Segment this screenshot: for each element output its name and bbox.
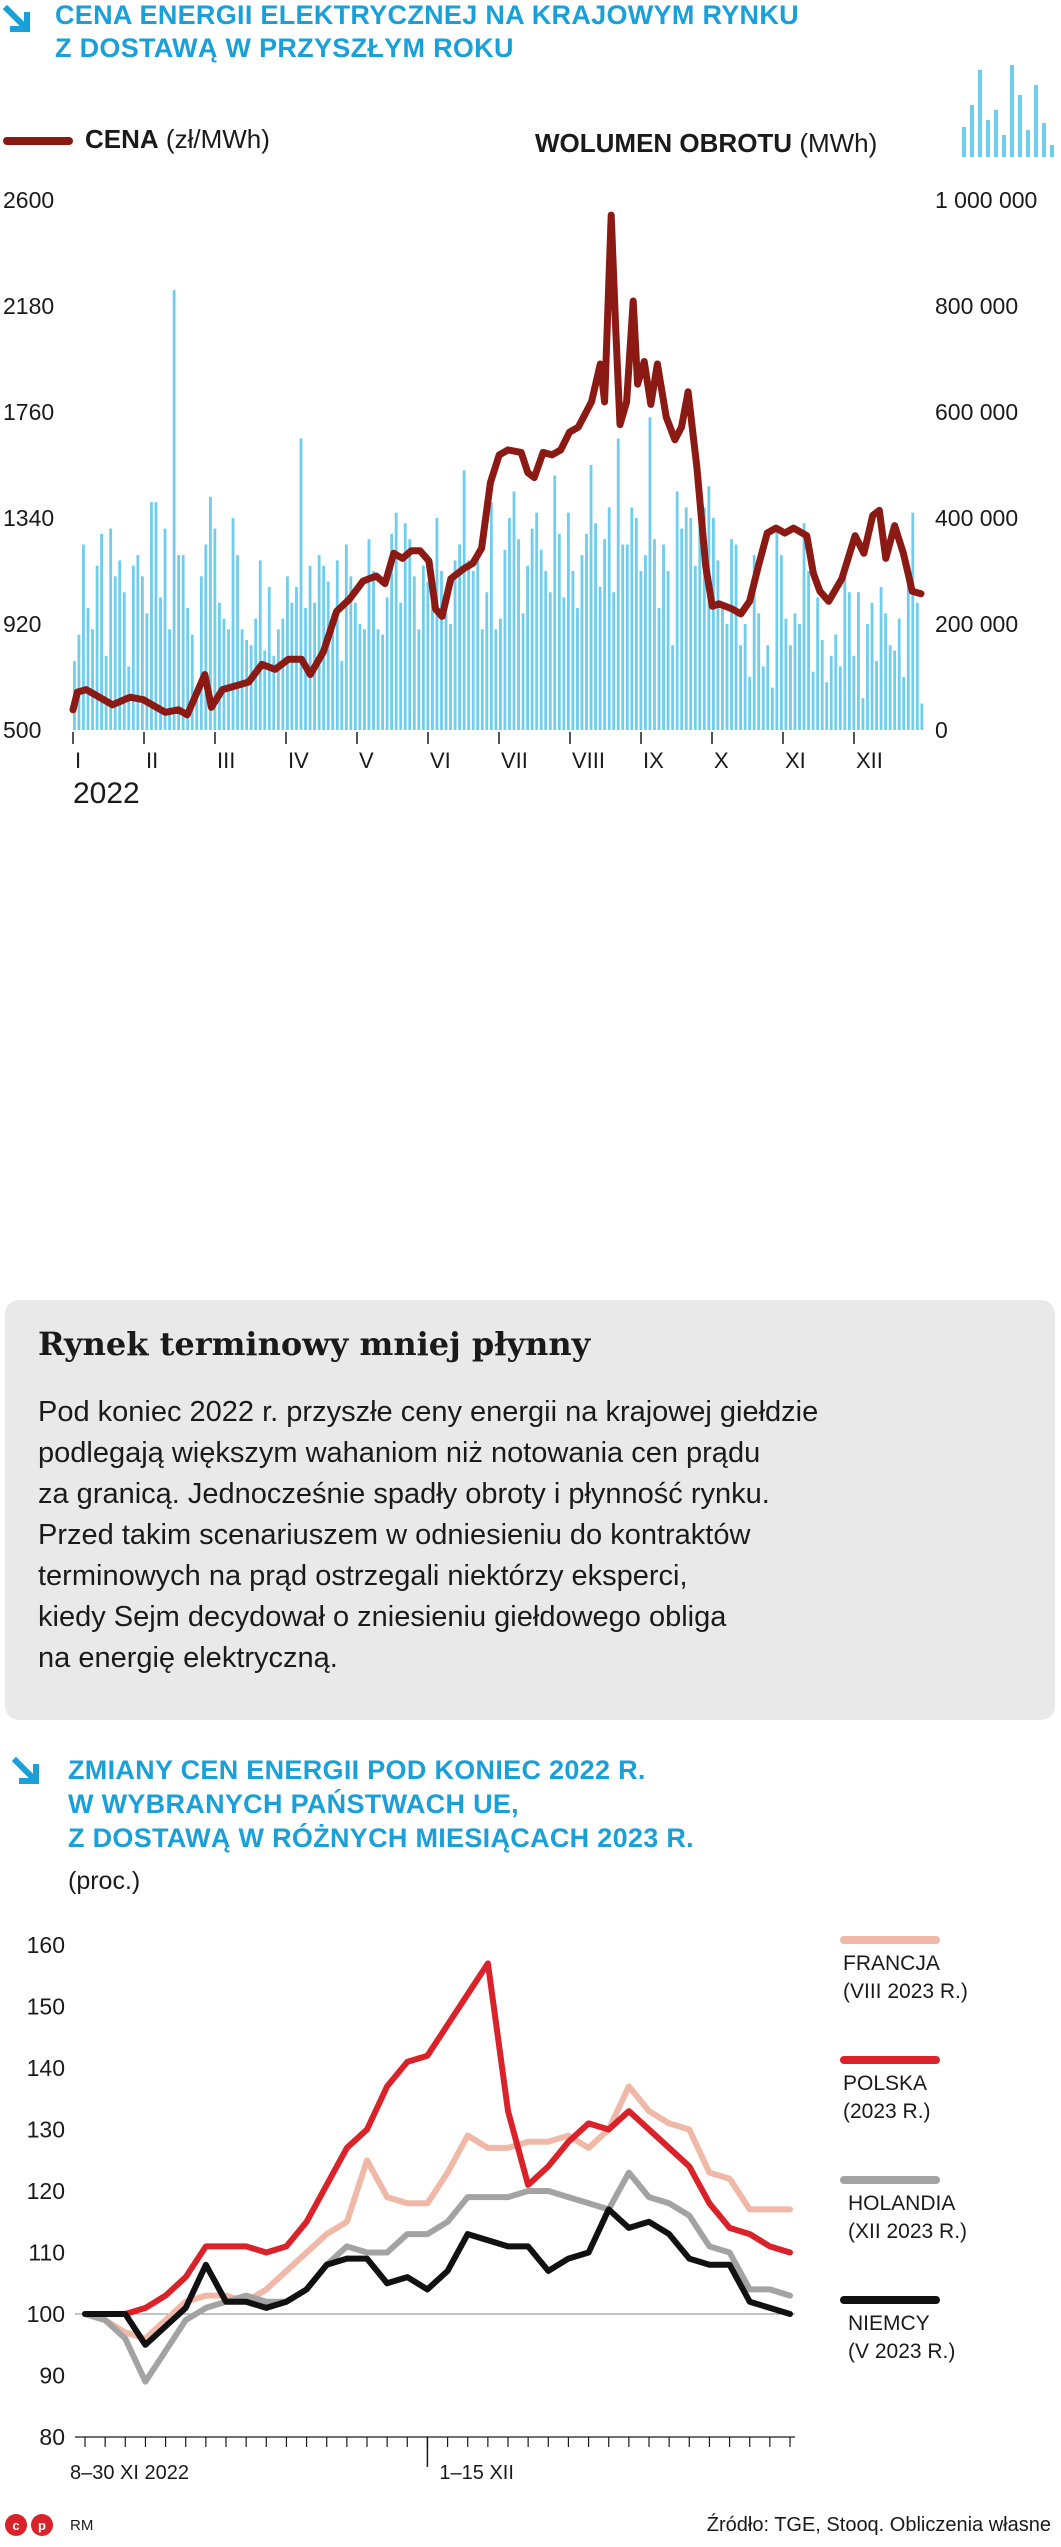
chart2-title-line2: W WYBRANYCH PAŃSTWACH UE, (68, 1789, 519, 1819)
y-tick-label: 150 (26, 1993, 65, 2020)
volume-bar (785, 619, 788, 730)
volume-bar (667, 571, 670, 730)
volume-bar (526, 566, 529, 730)
volume-bar (377, 629, 380, 730)
volume-bar (689, 518, 692, 730)
month-label: X (714, 748, 729, 773)
volume-bar (105, 656, 108, 730)
volume-bar (712, 518, 715, 730)
y-tick-label: 110 (28, 2239, 65, 2266)
volume-bar (494, 629, 497, 730)
chart2-title-line1: ZMIANY CEN ENERGII POD KONIEC 2022 R. (68, 1755, 646, 1785)
volume-bar (599, 587, 602, 730)
volume-bar (540, 550, 543, 730)
volume-bar (277, 629, 280, 730)
month-label: V (359, 748, 374, 773)
volume-bar (866, 624, 869, 730)
volume-bar (123, 592, 126, 730)
volume-bar (513, 492, 516, 731)
volume-bar (150, 502, 153, 730)
volume-bar (78, 635, 81, 730)
volume-bar (300, 439, 303, 731)
volume-bar (766, 645, 769, 730)
volume-bar (794, 613, 797, 730)
volume-bar (476, 555, 479, 730)
volume-bar (223, 619, 226, 730)
volume-bar (902, 677, 905, 730)
volume-bar (96, 566, 99, 730)
volume-bar (658, 608, 661, 730)
volume-bar (603, 539, 606, 730)
volume-bar (757, 613, 760, 730)
legend-germany-swatch (840, 2296, 940, 2304)
svg-text:c: c (12, 2518, 20, 2533)
volume-bar (608, 507, 611, 730)
volume-bar (581, 555, 584, 730)
volume-bar (839, 666, 842, 730)
price-change-chart (0, 1920, 820, 2490)
volume-bar (798, 624, 801, 730)
legend-netherlands-label: HOLANDIA (XII 2023 R.) (848, 2192, 968, 2243)
volume-bar (843, 576, 846, 730)
volume-bar (431, 598, 434, 731)
volume-bar (440, 571, 443, 730)
legend-france-swatch (840, 1936, 940, 1944)
volume-bar (671, 645, 674, 730)
chart2-unit-label: (proc.) (68, 1867, 141, 1895)
legend-germany-label: NIEMCY (V 2023 R.) (848, 2312, 956, 2363)
volume-bar (454, 560, 457, 730)
svg-text:p: p (38, 2518, 46, 2533)
volume-bar (535, 513, 538, 730)
volume-bar (426, 582, 429, 730)
volume-bar (250, 645, 253, 730)
volume-bar (862, 698, 865, 730)
right-tick-label: 200 000 (935, 611, 1019, 637)
volume-bar (612, 592, 615, 730)
volume-bar (698, 523, 701, 730)
volume-bar (744, 624, 747, 730)
volume-bar (191, 635, 194, 730)
volume-bar (739, 645, 742, 730)
volume-bar (816, 598, 819, 731)
volume-bar (644, 555, 647, 730)
volume-bar (164, 529, 167, 730)
volume-bar (626, 545, 629, 731)
volume-bar (821, 640, 824, 730)
volume-bar (227, 629, 230, 730)
month-label: VI (430, 748, 451, 773)
volume-bar (717, 560, 720, 730)
volume-bar (558, 534, 561, 730)
volume-bar (236, 555, 239, 730)
volume-bar (413, 576, 416, 730)
volume-bar (694, 566, 697, 730)
legend-volume-label: WOLUMEN OBROTU (535, 128, 793, 158)
volume-bar (884, 613, 887, 730)
month-label: VII (501, 748, 528, 773)
legend-volume (535, 128, 877, 159)
legend-netherlands-swatch (840, 2176, 940, 2184)
right-tick-label: 600 000 (935, 399, 1019, 425)
legend-france-label: FRANCJA (VIII 2023 R.) (843, 1952, 968, 2003)
left-tick-label: 1760 (3, 399, 55, 425)
volume-bar (345, 545, 348, 731)
volume-bar (911, 513, 914, 730)
volume-bar (780, 555, 783, 730)
volume-bar (241, 629, 244, 730)
left-tick-label: 500 (3, 717, 42, 743)
volume-bar (726, 624, 729, 730)
right-tick-label: 0 (935, 717, 948, 743)
volume-bar (485, 592, 488, 730)
volume-bar (585, 534, 588, 730)
volume-bar (721, 603, 724, 730)
volume-bar (408, 539, 411, 730)
author-initials: RM (70, 2517, 94, 2534)
chart-title-line2: Z DOSTAWĄ W PRZYSZŁYM ROKU (55, 33, 514, 63)
month-label: XI (785, 748, 806, 773)
volume-bar (504, 550, 507, 730)
arrow-down-right-icon-2 (12, 1757, 42, 1787)
month-label: II (146, 748, 159, 773)
left-tick-label: 2600 (3, 187, 55, 213)
volume-bar (136, 555, 139, 730)
volume-bar (889, 645, 892, 730)
cp-logo-icon (4, 2512, 64, 2538)
volume-bar (200, 576, 203, 730)
volume-bar (381, 635, 384, 730)
volume-bar (735, 545, 738, 731)
legend-price-swatch (3, 137, 73, 145)
volume-bar (354, 603, 357, 730)
volume-bar (685, 507, 688, 730)
volume-bar (417, 629, 420, 730)
y-tick-label: 80 (39, 2424, 65, 2450)
month-label: VIII (572, 748, 606, 773)
volume-bar (830, 656, 833, 730)
volume-bar (639, 571, 642, 730)
volume-bar (436, 518, 439, 730)
volume-bar (463, 470, 466, 730)
left-tick-label: 2180 (3, 293, 55, 319)
volume-bar (490, 502, 493, 730)
volume-bar (807, 571, 810, 730)
volume-bar (789, 645, 792, 730)
info-box-body: Pod koniec 2022 r. przyszłe ceny energii na krajowej giełdzie podlegają większym wahaniom niż notowania cen prądu za granicą. Jednocześnie spadły obroty i płynność rynku. Przed takim scenariuszem w odniesieniu do kontraktów terminowych na prąd ostrzegali niektórzy eksperci, kiedy Sejm decydował o zniesieniu giełdowego obliga na energię elektryczną. (38, 1396, 819, 1674)
volume-bar (572, 571, 575, 730)
volume-bar (91, 629, 94, 730)
volume-bar (182, 555, 185, 730)
legend-volume-unit: (MWh) (799, 128, 878, 158)
month-label: IX (643, 748, 664, 773)
volume-bar (834, 635, 837, 730)
info-box-heading: Rynek terminowy mniej płynny (38, 1325, 591, 1363)
volume-bar (395, 513, 398, 730)
volume-bar (567, 513, 570, 730)
volume-bar (508, 518, 511, 730)
volume-bar (132, 566, 135, 730)
volume-bar (562, 598, 565, 731)
volume-bar (898, 619, 901, 730)
volume-bar (218, 603, 221, 730)
volume-bar (875, 661, 878, 730)
volume-bar (82, 545, 85, 731)
legend-price-unit: (zł/MWh) (165, 124, 270, 154)
y-tick-label: 130 (26, 2116, 65, 2143)
volume-bar (825, 682, 828, 730)
volume-bar (449, 624, 452, 730)
right-tick-label: 1 000 000 (935, 187, 1038, 213)
volume-bar (653, 539, 656, 730)
series-line-1 (85, 1963, 790, 2314)
volume-bar (549, 592, 552, 730)
legend-poland-label: POLSKA (2023 R.) (843, 2072, 931, 2123)
volume-bar (893, 651, 896, 731)
y-tick-label: 100 (26, 2301, 65, 2327)
volume-bar (155, 502, 158, 730)
volume-bar (748, 677, 751, 730)
volume-bar (576, 608, 579, 730)
volume-bar (916, 603, 919, 730)
chart2-title-line3: Z DOSTAWĄ W RÓŻNYCH MIESIĄCACH 2023 R. (68, 1823, 694, 1853)
month-label: IV (288, 748, 309, 773)
volume-bar (544, 571, 547, 730)
volume-bar (259, 560, 262, 730)
volume-bar (499, 619, 502, 730)
volume-bar (281, 619, 284, 730)
y-tick-label: 160 (26, 1932, 65, 1958)
volume-bar (680, 529, 683, 730)
volume-bar (880, 587, 883, 730)
volume-bar (617, 439, 620, 731)
volume-bar (318, 555, 321, 730)
volume-bar (399, 603, 402, 730)
volume-bar (920, 704, 923, 731)
mini-bars-icon (960, 65, 1060, 157)
volume-bar (907, 582, 910, 730)
volume-bar (327, 582, 330, 730)
chart-title-line1: CENA ENERGII ELEKTRYCZNEJ NA KRAJOWYM RYNKU (55, 0, 799, 30)
volume-bar (173, 290, 176, 730)
y-tick-label: 140 (26, 2055, 65, 2081)
volume-bar (762, 666, 765, 730)
volume-bar (291, 603, 294, 730)
year-label: 2022 (73, 777, 140, 810)
price-volume-chart (0, 185, 1061, 1290)
volume-bar (630, 507, 633, 730)
y-tick-label: 120 (26, 2178, 65, 2204)
legend-price (85, 124, 270, 155)
volume-bar (363, 629, 366, 730)
volume-bar (372, 571, 375, 730)
volume-bar (590, 465, 593, 730)
volume-bar (662, 545, 665, 731)
volume-bar (146, 613, 149, 730)
month-label: I (75, 748, 82, 773)
volume-bar (676, 492, 679, 731)
volume-bar (87, 608, 90, 730)
volume-bar (340, 661, 343, 730)
volume-bar (771, 688, 774, 730)
x-label-start: 8–30 XI 2022 (70, 2462, 189, 2484)
volume-bar (472, 571, 475, 730)
month-label: III (217, 748, 236, 773)
volume-bar (649, 417, 652, 730)
volume-bar (531, 529, 534, 730)
volume-bar (522, 613, 525, 730)
volume-bar (812, 672, 815, 730)
y-tick-label: 90 (39, 2362, 65, 2389)
volume-bar (517, 539, 520, 730)
legend-price-label: CENA (85, 124, 159, 154)
volume-bar (775, 529, 778, 730)
volume-bar (386, 598, 389, 731)
volume-bar (467, 560, 470, 730)
left-tick-label: 920 (3, 611, 42, 637)
volume-bar (359, 624, 362, 730)
volume-bar (268, 587, 271, 730)
arrow-down-right-icon (3, 5, 33, 35)
legend-poland-swatch (840, 2056, 940, 2064)
right-tick-label: 400 000 (935, 505, 1019, 531)
right-tick-label: 800 000 (935, 293, 1019, 319)
volume-bar (309, 566, 312, 730)
volume-bar (803, 523, 806, 730)
volume-bar (336, 560, 339, 730)
month-label: XII (856, 748, 883, 773)
volume-bar (232, 518, 235, 730)
volume-bar (594, 523, 597, 730)
volume-bar (177, 555, 180, 730)
volume-bar (445, 613, 448, 730)
volume-bar (848, 592, 851, 730)
left-tick-label: 1340 (3, 505, 55, 531)
volume-bar (621, 545, 624, 731)
source-note: Źródło: TGE, Stooq. Obliczenia własne (706, 2514, 1051, 2536)
volume-bar (553, 476, 556, 730)
volume-bar (368, 539, 371, 730)
volume-bar (286, 576, 289, 730)
x-label-mid: 1–15 XII (439, 2462, 514, 2484)
volume-bar (852, 656, 855, 730)
volume-bar (635, 518, 638, 730)
volume-bar (871, 603, 874, 730)
volume-bar (857, 592, 860, 730)
volume-bar (422, 566, 425, 730)
volume-bar (481, 629, 484, 730)
volume-bar (141, 576, 144, 730)
volume-bar (730, 539, 733, 730)
